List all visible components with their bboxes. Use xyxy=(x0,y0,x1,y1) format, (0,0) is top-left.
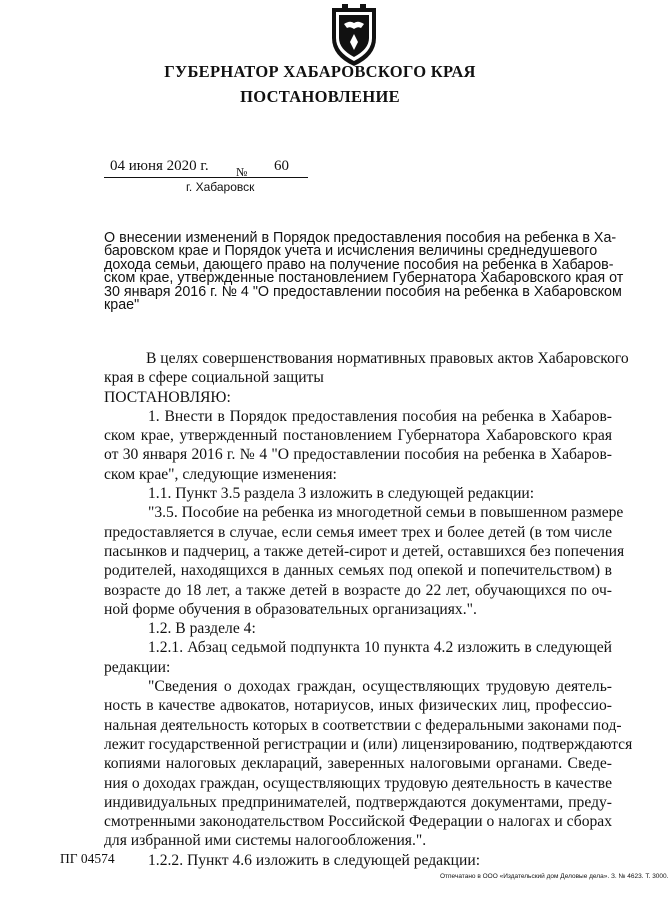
form-code: ПГ 04574 xyxy=(60,851,115,866)
body-line: "3.5. Пособие на ребенка из многодетной семьи в повышенном размере xyxy=(148,504,624,522)
body-line: лежит государственной регистрации и (или) лицензированию, подтверждаются xyxy=(104,735,633,753)
authority-title: ГУБЕРНАТОР ХАБАРОВСКОГО КРАЯ xyxy=(164,62,476,81)
body-line: ния о доходах граждан, осуществляющих трудовую деятельность в качестве xyxy=(104,774,612,792)
body-line: родителей, находящихся в данных семьях под опекой и попечительством) в xyxy=(104,562,612,580)
document-body xyxy=(104,349,633,870)
body-line: 1.2.1. Абзац седьмой подпункта 10 пункта 4.2 изложить в следующей xyxy=(148,639,612,657)
body-line: "Сведения о доходах граждан, осуществляющих трудовую деятель- xyxy=(148,678,612,696)
body-line: 1. Внести в Порядок предоставления пособия на ребенка в Хабаров- xyxy=(148,407,612,425)
body-line: края в сфере социальной защиты xyxy=(104,369,324,387)
body-line: ность в качестве адвокатов, нотариусов, иных физических лиц, профессио- xyxy=(104,697,612,715)
document-city: г. Хабаровск xyxy=(186,180,255,194)
document-subject xyxy=(104,230,624,314)
body-line: ной форме обучения в образовательных организациях.". xyxy=(104,600,477,618)
body-line: смотренными законодательством Российской Федерации о налогах и сборах xyxy=(104,813,612,831)
body-line: возрасте до 18 лет, а также детей в возрасте до 22 лет, обучающихся по оч- xyxy=(104,581,612,599)
body-line: для избранной ими системы налогообложения.". xyxy=(104,832,427,850)
resolution-keyword: ПОСТАНОВЛЯЮ: xyxy=(104,388,231,406)
body-line: 1.2.2. Пункт 4.6 изложить в следующей редакции: xyxy=(148,851,481,869)
document-date: 04 июня 2020 г. xyxy=(110,158,209,174)
body-line: пасынков и падчериц, а также детей-сирот и детей, оставшихся без попечения xyxy=(104,542,625,560)
body-line: индивидуальных предпринимателей, подтверждаются документами, преду- xyxy=(104,793,612,811)
body-line: копиями налоговых деклараций, заверенных налоговыми органами. Сведе- xyxy=(104,755,612,773)
subject-line: крае" xyxy=(104,297,140,314)
subject-line: баровском крае и Порядок учета и исчисления величины среднедушевого xyxy=(104,243,598,260)
subject-line: дохода семьи, дающего право на получение пособия на ребенка в Хабаров- xyxy=(104,256,614,273)
body-line: ском крае", следующие изменения: xyxy=(104,465,337,483)
subject-line: 30 января 2016 г. № 4 "О предоставлении пособия на ребенка в Хабаровском xyxy=(104,283,622,300)
body-line: редакции: xyxy=(104,658,171,676)
body-line: нальная деятельность которых в соответствии с федеральными законами под- xyxy=(104,716,622,734)
document-type-title: ПОСТАНОВЛЕНИЕ xyxy=(240,87,400,106)
print-note: Отпечатано в ООО «Издательский дом Деловые дела». З. № 4623. Т. 3000. xyxy=(440,873,668,880)
body-line: В целях совершенствования нормативных правовых актов Хабаровского xyxy=(146,350,629,367)
number-label: № xyxy=(236,165,248,179)
body-line: 1.2. В разделе 4: xyxy=(148,620,256,638)
body-line: от 30 января 2016 г. № 4 "О предоставлении пособия на ребенка в Хабаров- xyxy=(104,446,612,464)
subject-line: О внесении изменений в Порядок предоставления пособия на ребенка в Ха- xyxy=(104,230,617,246)
body-line: 1.1. Пункт 3.5 раздела 3 изложить в следующей редакции: xyxy=(148,485,535,503)
document-number: 60 xyxy=(274,158,289,174)
coat-of-arms-icon xyxy=(328,4,380,68)
body-line: предоставляется в случае, если семья имеет трех и более детей (в том числе xyxy=(104,523,612,541)
date-underline xyxy=(104,177,308,178)
body-line: ском крае, утвержденный постановлением Губернатора Хабаровского края xyxy=(104,427,612,445)
subject-line: ском крае, утвержденные постановлением Губернатора Хабаровского края от xyxy=(104,270,624,287)
